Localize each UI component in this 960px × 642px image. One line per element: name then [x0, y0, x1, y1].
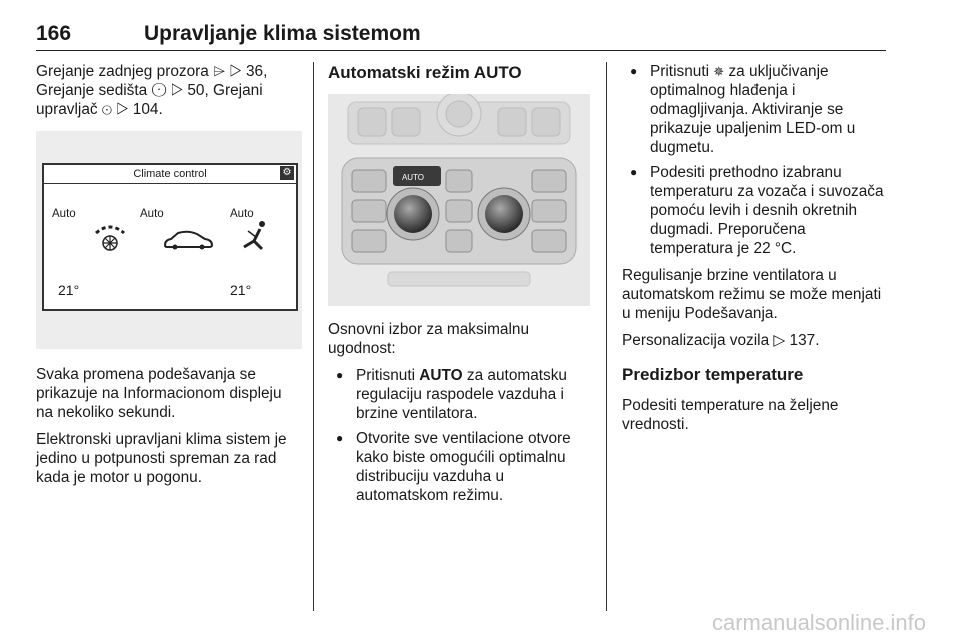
column-divider: [313, 62, 314, 611]
page-title: Upravljanje klima sistemom: [144, 22, 421, 45]
bullet-list: [622, 62, 886, 258]
seat-airflow-icon: [240, 219, 270, 253]
intro-paragraph: Grejanje zadnjeg prozora ⌲ ▷ 36, Grejanje sedišta ⨀ ▷ 50, Grejani upravljač ⊙ ▷ 104.: [36, 63, 268, 118]
paragraph: Osnovni izbor za maksimalnu ugodnost:: [328, 321, 530, 357]
climate-panel-figure: [328, 94, 590, 306]
paragraph: Podesiti temperature na željene vrednosti.: [622, 397, 839, 433]
climate-display-figure: [36, 131, 302, 349]
climate-panel-illustration: [328, 94, 590, 306]
temp-left: 21°: [58, 282, 80, 298]
screen-title-bar: [44, 165, 296, 184]
defrost-icon: ✵: [713, 64, 725, 79]
panel-auto-label: AUTO: [401, 173, 425, 182]
auto-keyword: AUTO: [419, 367, 463, 384]
auto-label-left: Auto: [52, 208, 76, 220]
fan-icon: [92, 223, 128, 253]
paragraph: Regulisanje brzine ventilatora u automatskom režimu se može menjati u meniju Podešavanja.: [622, 267, 882, 322]
section-heading: Predizbor temperature: [622, 365, 804, 384]
paragraph: Personalizacija vozila ▷ 137.: [622, 332, 820, 349]
page-header: [36, 20, 886, 51]
paragraph: Svaka promena podešavanja se prikazuje na Informacionom displeju na nekoliko sekundi.: [36, 366, 282, 421]
bullet-item: ● Podesiti prethodno izabranu temperaturu za vozača i suvozača pomoću levih i desnih okretnih dugmadi. Preporučena temperatura je 22 °C.: [622, 163, 886, 258]
auto-label-mid: Auto: [140, 208, 164, 220]
climate-display-screen: [42, 163, 298, 311]
column-right: [622, 62, 886, 442]
bullet-item: ● Otvorite sve ventilacione otvore kako biste omogućili optimalnu distribuciju vazduha u automatskom režimu.: [328, 429, 590, 505]
column-divider: [606, 62, 607, 611]
watermark: carmanualsonline.info: [711, 610, 926, 635]
bullet-list: [328, 366, 590, 505]
column-left: [36, 62, 302, 495]
auto-label-right: Auto: [230, 208, 254, 220]
paragraph: Elektronski upravljani klima sistem je jedino u potpunosti spreman za rad kada je motor u pogonu.: [36, 431, 287, 486]
temp-right: 21°: [230, 282, 252, 298]
column-middle: [328, 62, 590, 513]
bullet-item: ● Pritisnuti ✵ za uključivanje optimalnog hlađenja i odmagljivanja. Aktiviranje se prikazuje upaljenim LED-om u dugmetu.: [622, 62, 886, 157]
settings-gear-icon: ⚙: [280, 166, 294, 180]
car-icon: [162, 229, 214, 251]
page-number: 166: [36, 22, 72, 45]
screen-title: Climate control: [133, 168, 207, 180]
section-heading: Automatski režim AUTO: [328, 63, 522, 82]
bullet-item: ● Pritisnuti AUTO za automatsku regulaciju raspodele vazduha i brzine ventilatora.: [328, 366, 590, 423]
